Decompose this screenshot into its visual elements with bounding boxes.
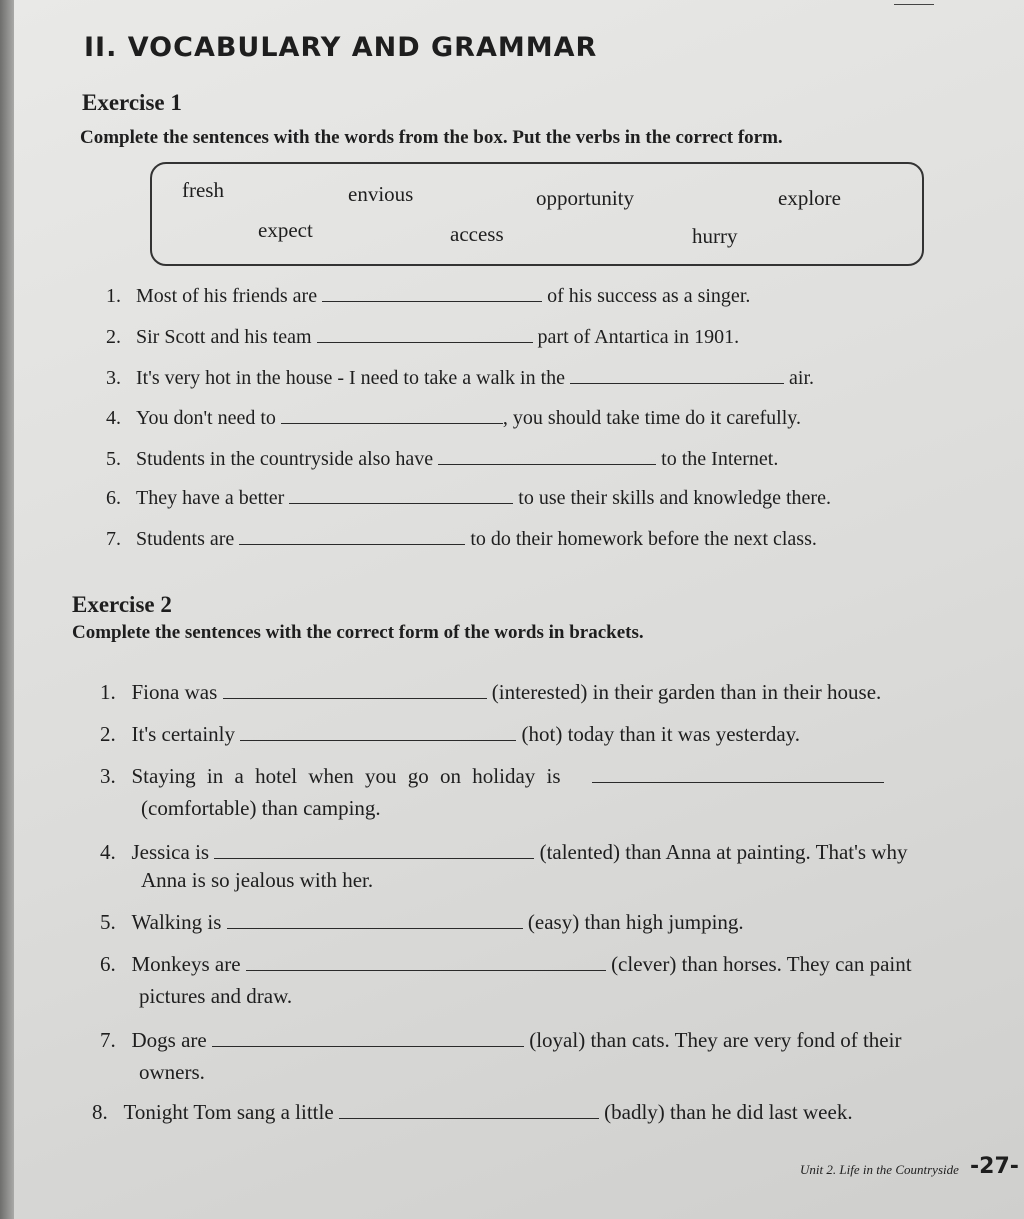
ex2-item: 7. Dogs are (loyal) than cats. They are very fond of their — [100, 1028, 902, 1052]
ex1-item: 3. It's very hot in the house - I need to take a walk in the air. — [106, 367, 815, 389]
answer-blank[interactable] — [212, 1030, 524, 1047]
word-box-item: access — [450, 222, 504, 246]
ex2-item: 5. Walking is (easy) than high jumping. — [100, 910, 744, 934]
answer-blank[interactable] — [317, 326, 533, 343]
ex1-item: 7. Students are to do their homework before the next class. — [106, 528, 817, 550]
workbook-page — [14, 0, 1024, 1219]
word-box-item: opportunity — [536, 186, 634, 210]
book-spine — [0, 0, 14, 1219]
ex2-item-cont: pictures and draw. — [139, 984, 293, 1008]
ex2-item-cont: (comfortable) than camping. — [141, 796, 381, 820]
word-box — [150, 162, 924, 266]
word-box-item: expect — [258, 218, 313, 242]
word-box-item: envious — [348, 182, 414, 206]
ex1-item: 4. You don't need to , you should take time do it carefully. — [106, 407, 801, 429]
ex2-item: 3. Staying in a hotel when you go on holiday is — [100, 764, 884, 789]
exercise1-instruction: Complete the sentences with the words from the box. Put the verbs in the correct form. — [80, 127, 783, 148]
exercise1-title: Exercise 1 — [82, 90, 182, 115]
answer-blank[interactable] — [281, 407, 503, 424]
ex1-item: 2. Sir Scott and his team part of Antartica in 1901. — [106, 326, 740, 348]
ex1-item: 1. Most of his friends are of his success as a singer. — [106, 285, 751, 307]
ex1-item: 5. Students in the countryside also have to the Internet. — [106, 448, 779, 470]
section-heading: II. VOCABULARY AND GRAMMAR — [84, 32, 598, 63]
word-box-item: fresh — [182, 178, 224, 202]
answer-blank[interactable] — [322, 285, 542, 302]
unit-footer: Unit 2. Life in the Countryside — [800, 1162, 959, 1177]
ex1-item: 6. They have a better to use their skills and knowledge there. — [106, 487, 831, 509]
answer-blank[interactable] — [570, 367, 784, 384]
answer-blank[interactable] — [223, 682, 487, 699]
exercise2-instruction: Complete the sentences with the correct form of the words in brackets. — [72, 622, 644, 643]
answer-blank[interactable] — [246, 954, 606, 971]
ex2-item: 8. Tonight Tom sang a little (badly) than he did last week. — [92, 1100, 853, 1124]
page-number: -27- — [970, 1154, 1019, 1179]
answer-blank[interactable] — [227, 912, 523, 929]
ex2-item: 4. Jessica is (talented) than Anna at painting. That's why — [100, 840, 908, 864]
word-box-item: hurry — [692, 224, 738, 248]
ex2-item-cont: Anna is so jealous with her. — [141, 868, 374, 892]
answer-blank[interactable] — [239, 528, 465, 545]
answer-blank[interactable] — [240, 724, 516, 741]
exercise2-title: Exercise 2 — [72, 592, 172, 617]
answer-blank[interactable] — [438, 448, 656, 465]
ex2-item: 6. Monkeys are (clever) than horses. They can paint — [100, 952, 912, 976]
answer-blank[interactable] — [592, 766, 884, 783]
word-box-item: explore — [778, 186, 841, 210]
top-rule — [894, 4, 934, 5]
ex2-item: 1. Fiona was (interested) in their garden than in their house. — [100, 680, 882, 704]
answer-blank[interactable] — [289, 487, 513, 504]
answer-blank[interactable] — [214, 842, 534, 859]
answer-blank[interactable] — [339, 1102, 599, 1119]
ex2-item: 2. It's certainly (hot) today than it was yesterday. — [100, 722, 801, 746]
ex2-item-cont: owners. — [139, 1060, 205, 1084]
